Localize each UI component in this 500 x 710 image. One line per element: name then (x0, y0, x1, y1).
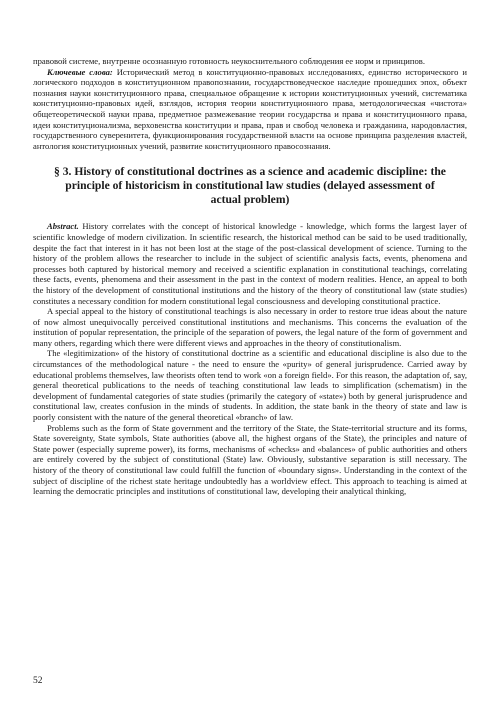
keywords-paragraph (33, 67, 467, 152)
keywords-text: Исторический метод в конституционно-правовых исследованиях, единство исторического и логического подходов в конституционном правопознании, государствоведческое наследие прошедших эпох, объект познания науки конституционного права, специальное обращение к истории конституционных учений, систематика конституционно-правовых идей, взглядов, история теории конституционного права, методологическая «чистота» общетеоретической науки права, предметное размежевание теории государства и права и конституционного права, идеи конституционализма, верховенства конституции и права, прав и свобод человека и гражданина, народовластия, государственного суверенитета, функционирования государственной власти на основе принципа разделения властей, антология конституционных учений, развитие конституционного правосознания. (33, 66, 467, 151)
page-number: 52 (33, 676, 43, 686)
body-paragraph: The «legitimization» of the history of constitutional doctrine as a scientific and educational discipline is also due to the circumstances of the methodological nature - the need to ensure the «purity» of general jurisprudence. Carried away by educational problems themselves, law theorists often tend to work «on a foreign field». For this reason, the adaptation of, say, general theoretical publications to the needs of teaching constitutional law leads to simplification (schematism) in the development of fundamental categories of state studies (primarily the category of «state») both by general jurisprudence and constitutional law, creates confusion in the minds of students. In addition, the state bank in the theory of state and law is poorly consistent with the nature of the general theoretical «branch» of law. (33, 348, 467, 423)
section-heading: § 3. History of constitutional doctrines as a science and academic discipline: the principle of historicism in constitutional law studies (delayed assessment of actual problem) (54, 165, 446, 207)
body-paragraph: A special appeal to the history of constitutional teachings is also necessary in order to restore true ideas about the nature of now almost unequivocally perceived constitutional institutions and mechanisms. This concerns the evaluation of the institution of popular representation, the principle of the separation of powers, the legal nature of the form of government and many others, regarding which there were different views and approaches in the theory of constitutionalism. (33, 306, 467, 348)
top-paragraph: правовой системе, внутренне осознанную готовность неукоснительного соблюдения ее норм и принципов. (33, 56, 425, 66)
abstract-text: History correlates with the concept of historical knowledge - knowledge, which forms the largest layer of scientific knowledge of modern civilization. In scientific research, the historical method can be said to be used traditionally, despite the fact that interest in it has not been lost at the stage of the post-classical development of science. Turning to the history of the problem allows the researcher to include in the subject of scientific analysis facts, events, phenomena and processes both captured by historical memory and received a scientific explanation in constitutional teachings, correlating these facts, events, phenomena and their assessment in the past in the context of modern realities. Hence, an appeal to both the history of the development of constitutional institutions and the history of the theory of constitutional law (state studies) constitutes a necessary condition for modern constitutional legal consciousness and developing constitutional practice. (33, 221, 467, 306)
body-paragraph: Problems such as the form of State government and the territory of the State, the State-territorial structure and its forms, State sovereignty, State symbols, State authorities (above all, the highest organs of the State), the principles and nature of State power (especially supreme power), its forms, mechanisms of «checks» and «balances» of public authorities and others are entirely covered by the subject of constitutional (State) law. Obviously, substantive separation is still necessary. The history of the theory of constitutional law could fulfill the function of «boundary signs». Understanding in the context of the subject of discipline of the richest state heritage undoubtedly has a worldview effect. This approach to teaching is aimed at learning the democratic principles and institutions of constitutional law, developing their analytical thinking, (33, 422, 467, 497)
keywords-label: Ключевые слова: (47, 66, 113, 77)
abstract-label: Abstract. (47, 221, 79, 232)
abstract-paragraph (33, 221, 467, 306)
